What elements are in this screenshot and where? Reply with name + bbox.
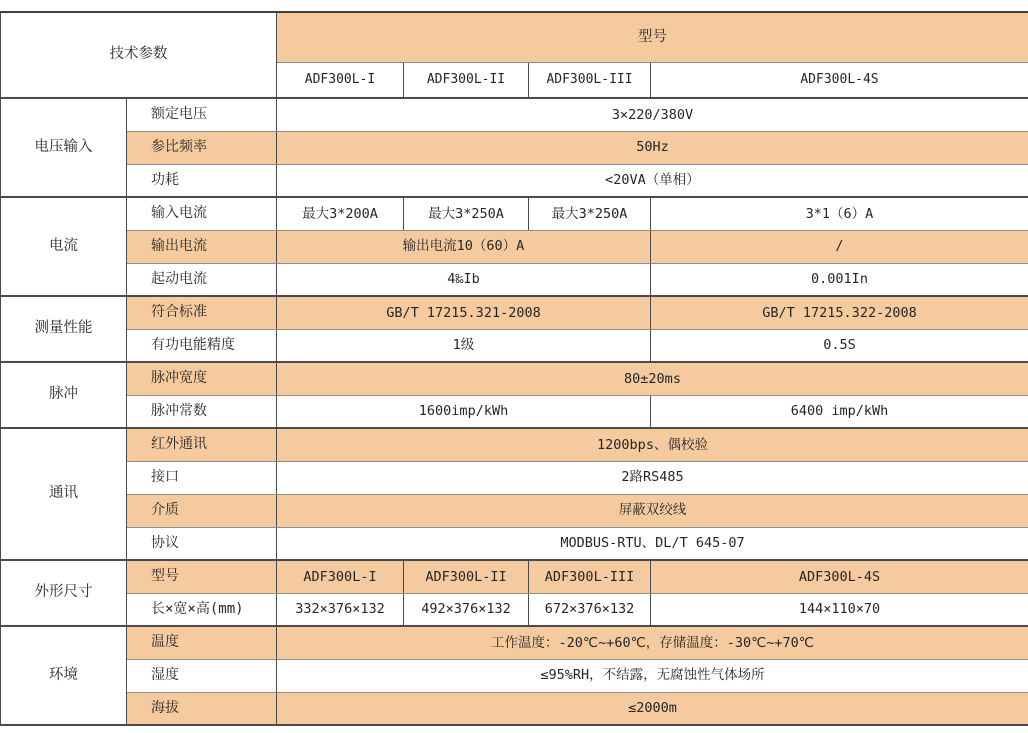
model-name-cell: ADF300L-4S [651,62,1028,98]
value-cell: 最大3*250A [404,197,529,230]
table-row [1,560,1028,593]
spec-table [0,11,1028,726]
param-label-cell: 额定电压 [127,98,277,131]
param-label-cell: 型号 [127,560,277,593]
param-label-cell: 接口 [127,461,277,494]
param-label-cell: 起动电流 [127,263,277,296]
param-label-cell: 红外通讯 [127,428,277,461]
value-cell: 输出电流10（60）A [277,230,651,263]
model-name-cell: ADF300L-I [277,62,404,98]
param-label-cell: 脉冲常数 [127,395,277,428]
value-cell: 3×220/380V [277,98,1028,131]
value-cell: MODBUS-RTU、DL/T 645-07 [277,527,1028,560]
table-row [1,527,1028,560]
param-label-cell: 输出电流 [127,230,277,263]
value-cell: 工作温度：-20℃~+60℃，存储温度：-30℃~+70℃ [277,626,1028,659]
value-cell: 0.5S [651,329,1028,362]
category-cell: 环境 [1,626,127,725]
table-row [1,230,1028,263]
value-cell: 3*1（6）A [651,197,1028,230]
table-row [1,197,1028,230]
param-label-cell: 脉冲宽度 [127,362,277,395]
table-row [1,362,1028,395]
spec-table-body [1,12,1028,725]
category-cell: 通讯 [1,428,127,560]
header-row-models-title [1,12,1028,62]
table-row [1,659,1028,692]
value-cell: 最大3*200A [277,197,404,230]
param-label-cell: 协议 [127,527,277,560]
param-label-cell: 湿度 [127,659,277,692]
value-cell: 4‰Ib [277,263,651,296]
param-label-cell: 长×宽×高(mm) [127,593,277,626]
param-label-cell: 介质 [127,494,277,527]
value-cell: 1600imp/kWh [277,395,651,428]
table-row [1,263,1028,296]
category-cell: 测量性能 [1,296,127,362]
param-label-cell: 输入电流 [127,197,277,230]
model-name-cell: ADF300L-II [404,62,529,98]
table-row [1,593,1028,626]
value-cell: ADF300L-II [404,560,529,593]
table-row [1,296,1028,329]
value-cell: GB/T 17215.322-2008 [651,296,1028,329]
value-cell: / [651,230,1028,263]
table-row [1,395,1028,428]
category-cell: 脉冲 [1,362,127,428]
value-cell: 0.001In [651,263,1028,296]
value-cell: 屏蔽双绞线 [277,494,1028,527]
value-cell: 1200bps、偶校验 [277,428,1028,461]
value-cell: 最大3*250A [529,197,651,230]
param-label-cell: 海拔 [127,692,277,725]
table-row [1,692,1028,725]
value-cell: 50Hz [277,131,1028,164]
param-label-cell: 参比频率 [127,131,277,164]
value-cell: 332×376×132 [277,593,404,626]
model-header-cell: 型号 [277,12,1028,62]
param-label-cell: 功耗 [127,164,277,197]
tech-params-header-cell: 技术参数 [1,12,277,98]
table-row [1,98,1028,131]
table-row [1,329,1028,362]
value-cell: 492×376×132 [404,593,529,626]
table-row [1,461,1028,494]
param-label-cell: 有功电能精度 [127,329,277,362]
value-cell: 80±20ms [277,362,1028,395]
value-cell: GB/T 17215.321-2008 [277,296,651,329]
value-cell: 6400 imp/kWh [651,395,1028,428]
category-cell: 外形尺寸 [1,560,127,626]
value-cell: ≤95%RH，不结露，无腐蚀性气体场所 [277,659,1028,692]
table-row [1,494,1028,527]
param-label-cell: 温度 [127,626,277,659]
value-cell: ≤2000m [277,692,1028,725]
value-cell: 144×110×70 [651,593,1028,626]
table-row [1,164,1028,197]
category-cell: 电流 [1,197,127,296]
value-cell: 672×376×132 [529,593,651,626]
table-row [1,626,1028,659]
model-name-cell: ADF300L-III [529,62,651,98]
value-cell: ADF300L-4S [651,560,1028,593]
value-cell: ADF300L-III [529,560,651,593]
value-cell: 1级 [277,329,651,362]
value-cell: 2路RS485 [277,461,1028,494]
table-row [1,131,1028,164]
table-row [1,428,1028,461]
value-cell: ADF300L-I [277,560,404,593]
category-cell: 电压输入 [1,98,127,197]
value-cell: <20VA（单相） [277,164,1028,197]
param-label-cell: 符合标准 [127,296,277,329]
